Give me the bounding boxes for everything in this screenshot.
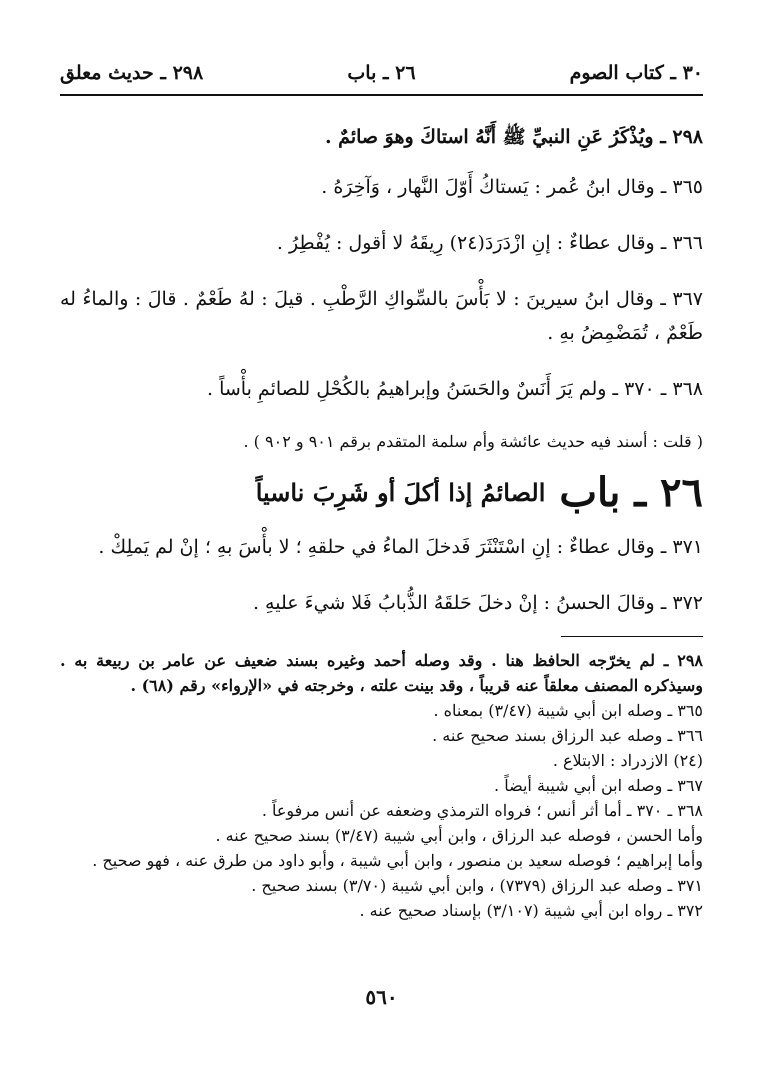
header-hadith-label: ٢٩٨ ـ حديث معلق	[60, 62, 204, 84]
hadith-298: ٢٩٨ ـ ويُذْكَرُ عَنِ النبيِّ ﷺ أَنَّهُ استاكَ وهوَ صائمٌ .	[324, 126, 703, 148]
chapter-title: الصائمُ إذا أكلَ أو شَرِبَ ناسياً	[255, 477, 546, 507]
running-header	[60, 56, 703, 90]
chapter-heading	[60, 462, 703, 522]
footnote-divider	[561, 636, 703, 637]
footnote-365: ٣٦٥ ـ وصله ابن أبي شيبة (٣/٤٧) بمعناه .	[433, 701, 703, 720]
footnote-372: ٣٧٢ ـ رواه ابن أبي شيبة (٣/١٠٧) بإسناد صحيح عنه .	[359, 901, 703, 920]
page-number: ٥٦٠	[365, 985, 398, 1009]
athar-368-370: ٣٦٨ ـ ٣٧٠ ـ ولم يَرَ أَنَسٌ والحَسَنُ وإبراهيمُ بالكُحْلِ للصائمِ بأْساً .	[207, 378, 703, 400]
footnote-hasan: وأما الحسن ، فوصله عبد الرزاق ، وابن أبي شيبة (٣/٤٧) بسند صحيح عنه .	[215, 826, 703, 845]
athar-365: ٣٦٥ ـ وقال ابنُ عُمر : يَستاكُ أَوّلَ النَّهار ، وَآخِرَهُ .	[321, 176, 703, 198]
header-chapter: ٢٦ ـ باب	[347, 62, 416, 84]
footnote-371: ٣٧١ ـ وصله عبد الرزاق (٧٣٧٩) ، وابن أبي شيبة (٣/٧٠) بسند صحيح .	[251, 876, 703, 895]
athar-371: ٣٧١ ـ وقال عطاءٌ : إنِ اسْتَنْثَرَ فَدخلَ الماءُ في حلقهِ ؛ لا بأْسَ بهِ ؛ إنْ لم يَملِكْ .	[98, 536, 703, 558]
athar-372: ٣٧٢ ـ وقالَ الحسنُ : إنْ دخلَ حَلقَهُ الذُّبابُ فَلا شيءَ عليهِ .	[252, 592, 703, 614]
header-divider	[60, 94, 703, 96]
athar-367: ٣٦٧ ـ وقال ابنُ سيرينَ : لا بَأْسَ بالسِّواكِ الرَّطْبِ . قيلَ : لهُ طَعْمٌ . قالَ : والماءُ له طَعْمٌ ، تُمَضْمِضُ بهِ .	[60, 288, 703, 344]
chapter-word: باب	[559, 468, 621, 516]
footnote-366: ٣٦٦ ـ وصله عبد الرزاق بسند صحيح عنه .	[432, 726, 703, 745]
footnotes	[60, 648, 703, 923]
chapter-number: ٢٦ ـ	[634, 468, 703, 516]
header-book-title: ٣٠ ـ كتاب الصوم	[569, 62, 703, 84]
footnote-298: ٢٩٨ ـ لم يخرّجه الحافظ هنا . وقد وصله أحمد وغيره بسند ضعيف عن عامر بن ربيعة به . وسيذكره المصنف معلقاً عنه قريباً ، وقد بينت علته ، وخرجته في «الإرواء» رقم (٦٨) .	[60, 651, 704, 695]
footnote-368-370: ٣٦٨ ـ ٣٧٠ ـ أما أثر أنس ؛ فرواه الترمذي وضعفه عن أنس مرفوعاً .	[261, 801, 703, 820]
footnote-367: ٣٦٧ ـ وصله ابن أبي شيبة أيضاً .	[494, 776, 703, 795]
footnote-24: (٢٤) الازدراد : الابتلاع .	[552, 751, 703, 770]
footnote-ibrahim: وأما إبراهيم ؛ فوصله سعيد بن منصور ، وابن أبي شيبة ، وأبو داود من طرق عنه ، فهو صحيح .	[92, 851, 703, 870]
editor-note: ( قلت : أسند فيه حديث عائشة وأم سلمة المتقدم برقم ٩٠١ و ٩٠٢ ) .	[243, 432, 703, 451]
athar-366: ٣٦٦ ـ وقال عطاءٌ : إنِ ازْدَرَدَ(٢٤) رِيقَهُ لا أقول : يُفْطِرُ .	[276, 232, 703, 254]
